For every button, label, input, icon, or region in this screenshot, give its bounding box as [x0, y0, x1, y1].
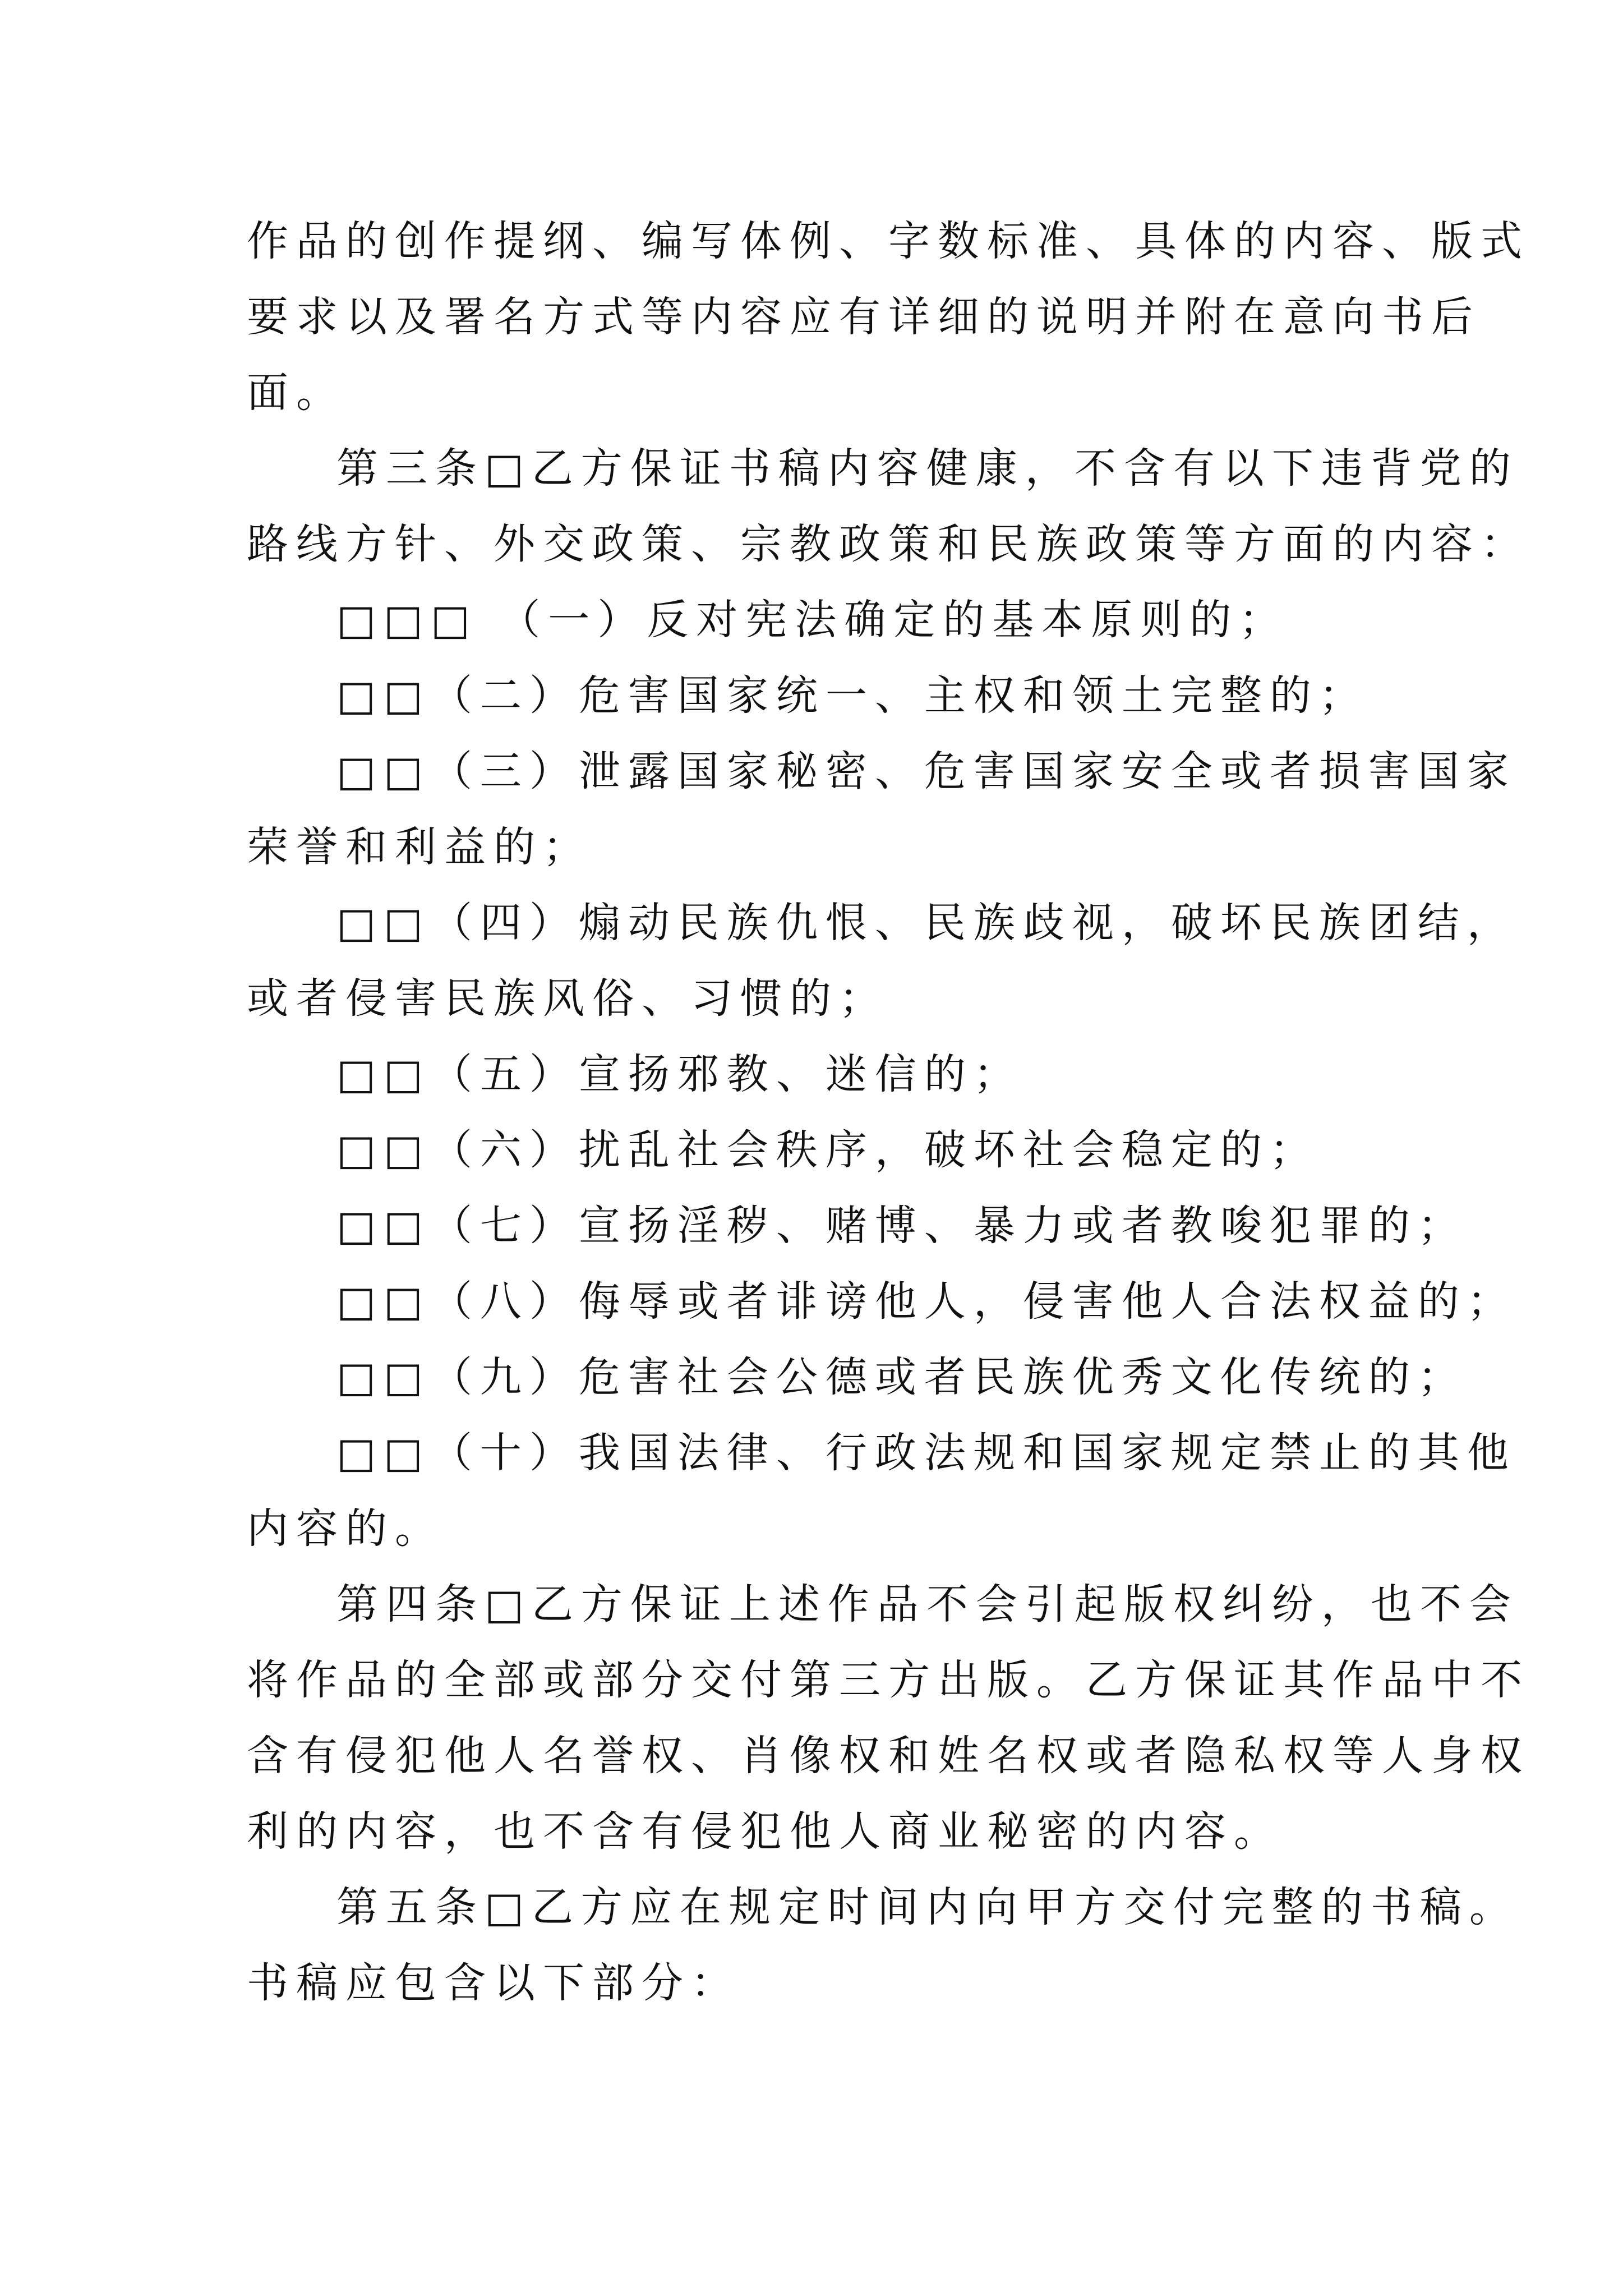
list-item-2: □□（二）危害国家统一、主权和领土完整的； — [336, 671, 1368, 720]
text-line: 书稿应包含以下部分： — [247, 1959, 740, 2007]
text-line: 面。 — [247, 369, 345, 417]
text-line: 要求以及署名方式等内容应有详细的说明并附在意向书后 — [247, 293, 1481, 341]
list-item-3: □□（三）泄露国家秘密、危害国家安全或者损害国家 — [336, 747, 1516, 795]
list-item-9: □□（九）危害社会公德或者民族优秀文化传统的； — [336, 1353, 1467, 1401]
text-line: 利的内容，也不含有侵犯他人商业秘密的内容。 — [247, 1807, 1283, 1856]
list-item-3-cont: 荣誉和利益的； — [247, 823, 592, 871]
text-line: 路线方针、外交政策、宗教政策和民族政策等方面的内容： — [247, 520, 1530, 568]
list-item-1: □□□ （一）反对宪法确定的基本原则的； — [336, 596, 1289, 644]
article-3-heading-line: 第三条□乙方保证书稿内容健康，不含有以下违背党的 — [336, 444, 1519, 493]
list-item-10-cont: 内容的。 — [247, 1504, 444, 1553]
list-item-7: □□（七）宣扬淫秽、赌博、暴力或者教唆犯罪的； — [336, 1202, 1467, 1250]
article-4-heading-line: 第四条□乙方保证上述作品不会引起版权纠纷，也不会 — [336, 1580, 1519, 1628]
list-item-6: □□（六）扰乱社会秩序，破坏社会稳定的； — [336, 1126, 1319, 1174]
text-line: 作品的创作提纲、编写体例、字数标准、具体的内容、版式 — [247, 217, 1530, 265]
list-item-5: □□（五）宣扬邪教、迷信的； — [336, 1050, 1023, 1098]
text-line: 含有侵犯他人名誉权、肖像权和姓名权或者隐私权等人身权 — [247, 1732, 1530, 1780]
list-item-4-cont: 或者侵害民族风俗、习惯的； — [247, 974, 888, 1023]
list-item-8: □□（八）侮辱或者诽谤他人，侵害他人合法权益的； — [336, 1277, 1516, 1326]
list-item-10: □□（十）我国法律、行政法规和国家规定禁止的其他 — [336, 1429, 1516, 1477]
list-item-4: □□（四）煽动民族仇恨、民族歧视，破坏民族团结， — [336, 899, 1516, 947]
article-5-heading-line: 第五条□乙方应在规定时间内向甲方交付完整的书稿。 — [336, 1883, 1519, 1931]
text-line: 将作品的全部或部分交付第三方出版。乙方保证其作品中不 — [247, 1656, 1530, 1704]
